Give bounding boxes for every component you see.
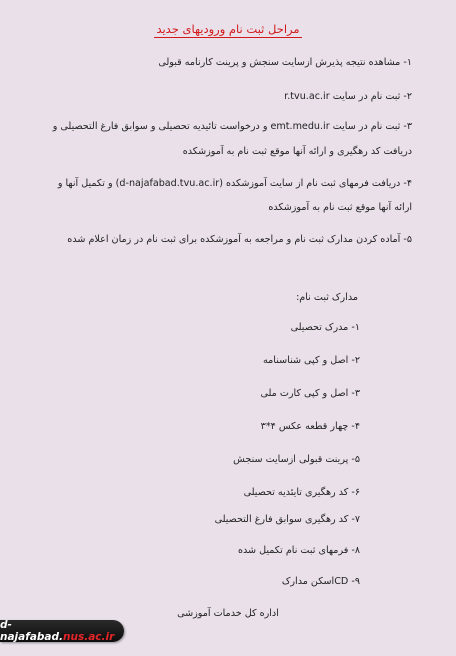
document-item-7: ۷- کد رهگیری سوابق فارغ التحصیلی — [214, 514, 360, 525]
badge-accent-text: nus.ac.ir — [63, 631, 115, 643]
step-3: ۳- ثبت نام در سایت emt.medu.ir و درخواست تائیدیه تحصیلی و سوابق فارغ التحصیلی و — [52, 121, 412, 132]
step-1: ۱- مشاهده نتیجه پذیرش ازسایت سنجش و پرینت کارنامه قبولی — [158, 57, 412, 68]
document-item-9: ۹- CDاسکن مدارک — [281, 576, 360, 587]
site-badge-text — [0, 619, 124, 643]
step-4: ۴- دریافت فرمهای ثبت نام از سایت آموزشکده (d-najafabad.tvu.ac.ir) و تکمیل آنها و — [57, 178, 412, 189]
step-5: ۵- آماده کردن مدارک ثبت نام و مراجعه به آموزشکده برای ثبت نام در زمان اعلام شده — [67, 234, 412, 245]
page-title-text: مراحل ثبت نام ورودیهای جدید — [156, 22, 300, 36]
documents-heading: مدارک ثبت نام: — [296, 292, 358, 303]
document-item-3: ۳- اصل و کپی کارت ملی — [260, 388, 360, 399]
signature: اداره کل خدمات آموزشی — [177, 608, 279, 619]
page-title — [0, 22, 456, 36]
step-3-continued: دریافت کد رهگیری و ارائه آنها موقع ثبت نام به آموزشکده — [182, 146, 412, 157]
step-4-continued: ارائه آنها موقع ثبت نام به آموزشکده — [268, 202, 412, 213]
document-item-4: ۴- چهار قطعه عکس ۴*۳ — [260, 421, 360, 432]
badge-main-text: d-najafabad. — [0, 619, 64, 643]
document-item-1: ۱- مدرک تحصیلی — [290, 322, 360, 333]
step-2: ۲- ثبت نام در سایت r.tvu.ac.ir — [284, 91, 412, 102]
document-item-2: ۲- اصل و کپی شناسنامه — [263, 355, 360, 366]
document-item-6: ۶- کد رهگیری تایئدیه تحصیلی — [243, 487, 360, 498]
site-badge — [0, 620, 124, 642]
document-item-8: ۸- فرمهای ثبت نام تکمیل شده — [237, 545, 360, 556]
document-item-5: ۵- پرینت قبولی ازسایت سنجش — [233, 454, 360, 465]
